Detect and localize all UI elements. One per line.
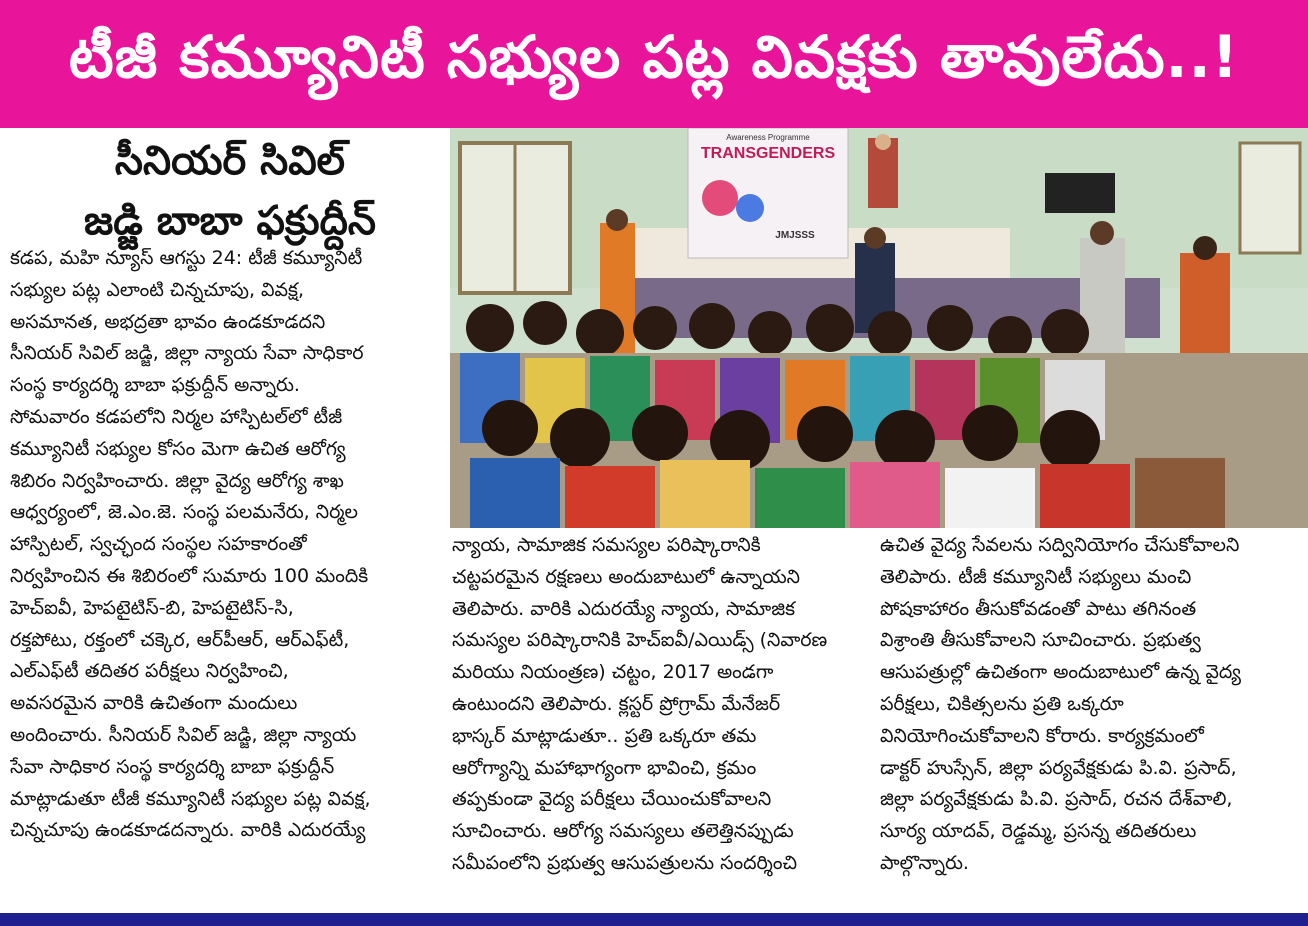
- article-line: హెచ్ఐవీ, హెపటైటిస్-బి, హెపటైటిస్-సి,: [10, 596, 294, 619]
- event-photo: [450, 128, 1308, 528]
- article-line: ఆధ్వర్యంలో, జె.ఎం.జె. సంస్థ పలమనేరు, నిర్మల: [10, 501, 359, 524]
- subheadline-line2: జడ్జి బాబా ఫక్రుద్దీన్: [84, 198, 376, 244]
- article-line: మాట్లాడుతూ టీజీ కమ్యూనిటీ సభ్యుల పట్ల వివక్ష,: [10, 787, 371, 810]
- article-column-2: [452, 530, 852, 880]
- article-line: అందించారు. సీనియర్ సివిల్ జడ్జి, జిల్లా న్యాయ: [10, 723, 357, 746]
- article-line: ఉంటుందని తెలిపారు. క్లస్టర్ ప్రోగ్రామ్ మేనేజర్: [452, 692, 781, 715]
- article-line: మరియు నియంత్రణ) చట్టం, 2017 అండగా: [452, 661, 774, 684]
- article-line: విశ్రాంతి తీసుకోవాలని సూచించారు. ప్రభుత్వ: [880, 629, 1201, 652]
- article-line: జిల్లా పర్యవేక్షకుడు పి.వి. ప్రసాద్, రచన దేశ్‌వాలి,: [880, 788, 1233, 811]
- article-line: సేవా సాధికార సంస్థ కార్యదర్శి బాబా ఫక్రుద్దీన్: [10, 755, 335, 778]
- article-line: శిబిరం నిర్వహించారు. జిల్లా వైద్య ఆరోగ్య శాఖ: [10, 469, 344, 492]
- headline-band: [0, 0, 1308, 128]
- article-line: భాస్కర్ మాట్లాడుతూ.. ప్రతి ఒక్కరూ తమ: [452, 724, 757, 747]
- article-line: తప్పకుండా వైద్య పరీక్షలు చేయించుకోవాలని: [452, 788, 772, 811]
- article-line: వినియోగించుకోవాలని కోరారు. కార్యక్రమంలో: [880, 724, 1204, 747]
- article-line: పరీక్షలు, చికిత్సలను ప్రతి ఒక్కరూ: [880, 692, 1124, 715]
- article-line: సభ్యుల పట్ల ఎలాంటి చిన్నచూపు, వివక్ష,: [10, 278, 305, 301]
- article-line: రక్తపోటు, రక్తంలో చక్కెర, ఆర్‌పీఆర్, ఆర్ఎఫ్‌టీ,: [10, 628, 350, 651]
- article-line: సమస్యల పరిష్కారానికి హెచ్ఐవీ/ఎయిడ్స్ (నివారణ: [452, 629, 828, 652]
- article-line: ఎల్ఎఫ్‌టీ తదితర పరీక్షలు నిర్వహించి,: [10, 660, 289, 683]
- article-line: పోషకాహారం తీసుకోవడంతో పాటు తగినంత: [880, 597, 1197, 620]
- article-line: ఉచిత వైద్య సేవలను సద్వినియోగం చేసుకోవాలని: [880, 534, 1240, 556]
- article-column-1: [10, 243, 442, 847]
- article-line: ఆసుపత్రుల్లో ఉచితంగా అందుబాటులో ఉన్న వైద్య: [880, 661, 1241, 684]
- banner-top-text: Awareness Programme: [726, 133, 810, 142]
- article-line: అవసరమైన వారికి ఉచితంగా మందులు: [10, 692, 298, 715]
- article-line: సూర్య యాదవ్, రెడ్డమ్మ, ప్రసన్న తదితరులు: [880, 820, 1197, 843]
- article-line: సమీపంలోని ప్రభుత్వ ఆసుపత్రులను సందర్శించి: [452, 851, 798, 874]
- article-line: సంస్థ కార్యదర్శి బాబా ఫక్రుద్దీన్ అన్నారు.: [10, 374, 300, 397]
- article-column-3: [880, 530, 1300, 880]
- article-line: కడప, మహి న్యూస్ ఆగస్టు 24: టీజీ కమ్యూనిటీ: [10, 247, 363, 269]
- banner-org-text: JMJSSS: [775, 230, 815, 241]
- article-line: సూచించారు. ఆరోగ్య సమస్యలు తలెత్తినప్పుడు: [452, 820, 794, 843]
- article-line: అసమానత, అభద్రతా భావం ఉండకూడదని: [10, 310, 326, 333]
- article-line: డాక్టర్ హుస్సేన్, జిల్లా పర్యవేక్షకుడు పి.వి. ప్రసాద్,: [880, 756, 1237, 779]
- headline: టీజీ కమ్యూనిటీ సభ్యుల పట్ల వివక్షకు తావులేదు..!: [68, 22, 1240, 91]
- article-line: న్యాయ, సామాజిక సమస్యల పరిష్కారానికి: [452, 534, 761, 556]
- article-line: సీనియర్ సివిల్ జడ్జి, జిల్లా న్యాయ సేవా సాధికార: [10, 342, 364, 365]
- article-line: పాల్గొన్నారు.: [880, 851, 969, 874]
- article-line: చట్టపరమైన రక్షణలు అందుబాటులో ఉన్నాయని: [452, 565, 800, 588]
- article-line: కమ్యూనిటీ సభ్యుల కోసం మెగా ఉచిత ఆరోగ్య: [10, 437, 346, 460]
- footer-band: [0, 913, 1308, 926]
- article-line: హాస్పిటల్, స్వచ్ఛంద సంస్థల సహకారంతో: [10, 533, 307, 556]
- article-line: సోమవారం కడపలోని నిర్మల హాస్పిటల్‌లో టీజీ: [10, 405, 343, 428]
- article-line: తెలిపారు. వారికి ఎదురయ్యే న్యాయ, సామాజిక: [452, 597, 796, 620]
- article-line: తెలిపారు. టీజీ కమ్యూనిటీ సభ్యులు మంచి: [880, 565, 1192, 588]
- article-line: చిన్నచూపు ఉండకూడదన్నారు. వారికి ఎదురయ్యే: [10, 819, 366, 842]
- article-line: ఆరోగ్యాన్ని మహాభాగ్యంగా భావించి, క్రమం: [452, 756, 757, 779]
- subheadline-line1: సీనియర్ సివిల్: [114, 138, 346, 184]
- banner-title-text: TRANSGENDERS: [700, 145, 836, 162]
- article-line: నిర్వహించిన ఈ శిబిరంలో సుమారు 100 మందికి: [10, 564, 369, 587]
